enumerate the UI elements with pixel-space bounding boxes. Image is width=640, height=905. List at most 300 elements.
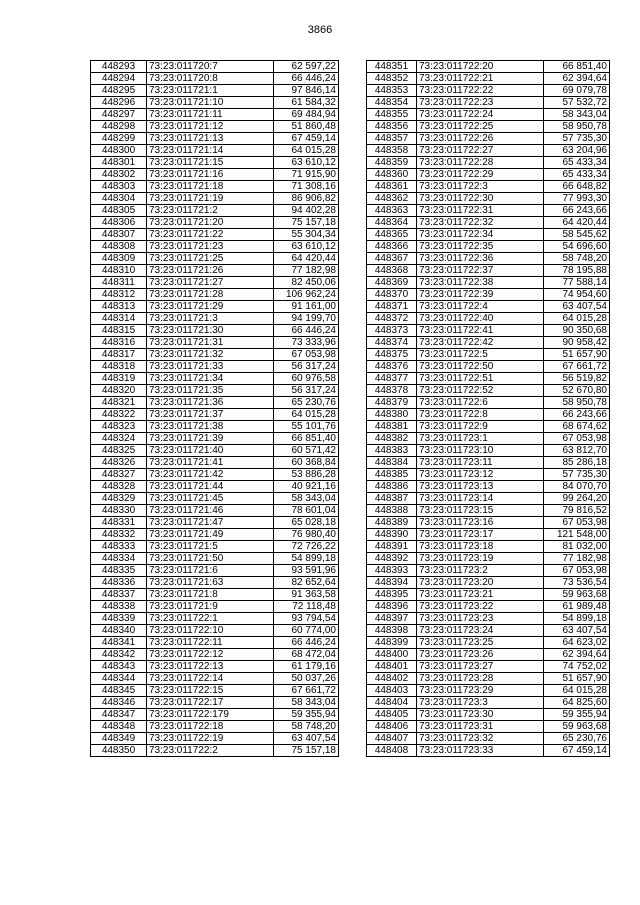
cadastral-value: 66 851,40 — [544, 61, 610, 73]
table-row — [91, 673, 339, 685]
table-row — [91, 337, 339, 349]
record-number: 448386 — [367, 481, 417, 493]
record-number: 448326 — [91, 457, 147, 469]
cadastral-number: 73:23:011722:24 — [417, 109, 544, 121]
record-number: 448373 — [367, 325, 417, 337]
record-number: 448407 — [367, 733, 417, 745]
cadastral-number: 73:23:011722:35 — [417, 241, 544, 253]
table-row — [367, 133, 610, 145]
table-row — [91, 565, 339, 577]
record-number: 448346 — [91, 697, 147, 709]
table-row — [91, 205, 339, 217]
cadastral-number: 73:23:011721:47 — [147, 517, 274, 529]
record-number: 448347 — [91, 709, 147, 721]
table-row — [91, 637, 339, 649]
cadastral-value: 67 661,72 — [274, 685, 339, 697]
record-number: 448329 — [91, 493, 147, 505]
record-number: 448352 — [367, 73, 417, 85]
table-row — [91, 265, 339, 277]
cadastral-number: 73:23:011721:10 — [147, 97, 274, 109]
page-number: 3866 — [307, 24, 333, 36]
cadastral-number: 73:23:011723:20 — [417, 577, 544, 589]
table-row — [367, 349, 610, 361]
table-row — [91, 589, 339, 601]
cadastral-number: 73:23:011721:2 — [147, 205, 274, 217]
cadastral-number: 73:23:011723:18 — [417, 541, 544, 553]
cadastral-number: 73:23:011723:33 — [417, 745, 544, 757]
cadastral-number: 73:23:011723:24 — [417, 625, 544, 637]
record-number: 448358 — [367, 145, 417, 157]
cadastral-value: 86 906,82 — [274, 193, 339, 205]
cadastral-value: 67 459,14 — [274, 133, 339, 145]
record-number: 448350 — [91, 745, 147, 757]
cadastral-number: 73:23:011722:39 — [417, 289, 544, 301]
cadastral-number: 73:23:011722:13 — [147, 661, 274, 673]
cadastral-value: 58 343,04 — [544, 109, 610, 121]
table-row — [91, 277, 339, 289]
record-number: 448394 — [367, 577, 417, 589]
cadastral-value: 57 532,72 — [544, 97, 610, 109]
table-row — [91, 553, 339, 565]
record-number: 448376 — [367, 361, 417, 373]
cadastral-value: 58 545,62 — [544, 229, 610, 241]
cadastral-value: 58 950,78 — [544, 397, 610, 409]
table-row — [91, 217, 339, 229]
record-number: 448316 — [91, 337, 147, 349]
record-number: 448330 — [91, 505, 147, 517]
cadastral-value: 59 355,94 — [274, 709, 339, 721]
cadastral-value: 60 774,00 — [274, 625, 339, 637]
record-number: 448334 — [91, 553, 147, 565]
record-number: 448371 — [367, 301, 417, 313]
record-number: 448400 — [367, 649, 417, 661]
cadastral-value: 53 886,28 — [274, 469, 339, 481]
cadastral-value: 61 584,32 — [274, 97, 339, 109]
cadastral-number: 73:23:011722:12 — [147, 649, 274, 661]
cadastral-number: 73:23:011723:26 — [417, 649, 544, 661]
cadastral-value: 97 846,14 — [274, 85, 339, 97]
table-row — [367, 481, 610, 493]
cadastral-number: 73:23:011722:5 — [417, 349, 544, 361]
record-number: 448302 — [91, 169, 147, 181]
cadastral-value: 77 182,98 — [274, 265, 339, 277]
table-row — [91, 85, 339, 97]
record-number: 448397 — [367, 613, 417, 625]
cadastral-value: 54 899,18 — [544, 613, 610, 625]
table-row — [367, 229, 610, 241]
cadastral-value: 66 851,40 — [274, 433, 339, 445]
cadastral-value: 58 748,20 — [544, 253, 610, 265]
cadastral-value: 60 368,84 — [274, 457, 339, 469]
table-row — [91, 433, 339, 445]
cadastral-number: 73:23:011721:45 — [147, 493, 274, 505]
cadastral-value: 66 243,66 — [544, 205, 610, 217]
table-row — [367, 265, 610, 277]
cadastral-value: 61 179,16 — [274, 661, 339, 673]
record-number: 448369 — [367, 277, 417, 289]
table-row — [91, 529, 339, 541]
cadastral-number: 73:23:011721:20 — [147, 217, 274, 229]
table-row — [91, 181, 339, 193]
cadastral-number: 73:23:011723:10 — [417, 445, 544, 457]
record-number: 448336 — [91, 577, 147, 589]
cadastral-value: 55 304,34 — [274, 229, 339, 241]
cadastral-value: 54 696,60 — [544, 241, 610, 253]
table-row — [91, 157, 339, 169]
record-number: 448364 — [367, 217, 417, 229]
record-number: 448339 — [91, 613, 147, 625]
cadastral-number: 73:23:011723:3 — [417, 697, 544, 709]
record-number: 448361 — [367, 181, 417, 193]
table-row — [91, 733, 339, 745]
record-number: 448384 — [367, 457, 417, 469]
table-row — [91, 241, 339, 253]
cadastral-number: 73:23:011721:32 — [147, 349, 274, 361]
cadastral-number: 73:23:011722:41 — [417, 325, 544, 337]
cadastral-number: 73:23:011723:30 — [417, 709, 544, 721]
cadastral-value: 56 317,24 — [274, 385, 339, 397]
record-number: 448377 — [367, 373, 417, 385]
table-row — [91, 721, 339, 733]
cadastral-number: 73:23:011723:28 — [417, 673, 544, 685]
table-row — [367, 685, 610, 697]
table-row — [91, 109, 339, 121]
record-number: 448383 — [367, 445, 417, 457]
cadastral-number: 73:23:011723:22 — [417, 601, 544, 613]
table-row — [367, 613, 610, 625]
cadastral-number: 73:23:011723:12 — [417, 469, 544, 481]
record-number: 448335 — [91, 565, 147, 577]
record-number: 448317 — [91, 349, 147, 361]
record-number: 448331 — [91, 517, 147, 529]
cadastral-value: 62 394,64 — [544, 73, 610, 85]
cadastral-value: 59 963,68 — [544, 589, 610, 601]
cadastral-number: 73:23:011722:21 — [417, 73, 544, 85]
cadastral-number: 73:23:011723:21 — [417, 589, 544, 601]
cadastral-number: 73:23:011723:23 — [417, 613, 544, 625]
cadastral-value: 72 726,22 — [274, 541, 339, 553]
table-row — [367, 121, 610, 133]
record-number: 448308 — [91, 241, 147, 253]
cadastral-value: 63 407,54 — [544, 301, 610, 313]
table-row — [91, 457, 339, 469]
table-row — [367, 157, 610, 169]
cadastral-value: 67 661,72 — [544, 361, 610, 373]
cadastral-value: 63 610,12 — [274, 157, 339, 169]
cadastral-number: 73:23:011723:25 — [417, 637, 544, 649]
record-number: 448328 — [91, 481, 147, 493]
cadastral-number: 73:23:011723:14 — [417, 493, 544, 505]
cadastral-number: 73:23:011721:14 — [147, 145, 274, 157]
cadastral-value: 62 394,64 — [544, 649, 610, 661]
cadastral-value: 64 420,44 — [544, 217, 610, 229]
cadastral-number: 73:23:011721:13 — [147, 133, 274, 145]
cadastral-value: 93 794,54 — [274, 613, 339, 625]
record-number: 448366 — [367, 241, 417, 253]
cadastral-value: 75 157,18 — [274, 745, 339, 757]
cadastral-value: 91 161,00 — [274, 301, 339, 313]
cadastral-value: 73 536,54 — [544, 577, 610, 589]
cadastral-value: 65 433,34 — [544, 169, 610, 181]
cadastral-number: 73:23:011721:44 — [147, 481, 274, 493]
cadastral-number: 73:23:011723:32 — [417, 733, 544, 745]
table-row — [91, 745, 339, 757]
cadastral-value: 66 648,82 — [544, 181, 610, 193]
table-row — [367, 97, 610, 109]
table-row — [91, 517, 339, 529]
table-row — [91, 421, 339, 433]
cadastral-number: 73:23:011722:28 — [417, 157, 544, 169]
cadastral-number: 73:23:011721:42 — [147, 469, 274, 481]
record-number: 448368 — [367, 265, 417, 277]
record-number: 448298 — [91, 121, 147, 133]
record-number: 448312 — [91, 289, 147, 301]
cadastral-number: 73:23:011723:13 — [417, 481, 544, 493]
record-number: 448304 — [91, 193, 147, 205]
table-row — [367, 73, 610, 85]
record-number: 448297 — [91, 109, 147, 121]
record-number: 448389 — [367, 517, 417, 529]
table-row — [367, 661, 610, 673]
table-row — [367, 469, 610, 481]
cadastral-value: 55 101,76 — [274, 421, 339, 433]
cadastral-number: 73:23:011721:40 — [147, 445, 274, 457]
cadastral-value: 64 015,28 — [274, 145, 339, 157]
cadastral-number: 73:23:011721:50 — [147, 553, 274, 565]
cadastral-number: 73:23:011721:37 — [147, 409, 274, 421]
cadastral-number: 73:23:011722:11 — [147, 637, 274, 649]
cadastral-number: 73:23:011723:17 — [417, 529, 544, 541]
cadastral-value: 58 343,04 — [274, 493, 339, 505]
table-row — [367, 373, 610, 385]
cadastral-value: 64 015,28 — [544, 313, 610, 325]
cadastral-value: 67 053,98 — [544, 517, 610, 529]
cadastral-value: 72 118,48 — [274, 601, 339, 613]
cadastral-value: 65 433,34 — [544, 157, 610, 169]
table-row — [91, 349, 339, 361]
cadastral-value: 75 157,18 — [274, 217, 339, 229]
record-number: 448340 — [91, 625, 147, 637]
cadastral-number: 73:23:011721:27 — [147, 277, 274, 289]
cadastral-number: 73:23:011723:31 — [417, 721, 544, 733]
record-number: 448405 — [367, 709, 417, 721]
record-number: 448354 — [367, 97, 417, 109]
table-row — [367, 181, 610, 193]
record-number: 448349 — [91, 733, 147, 745]
record-number: 448342 — [91, 649, 147, 661]
cadastral-value: 69 484,94 — [274, 109, 339, 121]
cadastral-number: 73:23:011721:15 — [147, 157, 274, 169]
cadastral-value: 81 032,00 — [544, 541, 610, 553]
cadastral-value: 50 037,26 — [274, 673, 339, 685]
record-number: 448318 — [91, 361, 147, 373]
table-row — [367, 721, 610, 733]
record-number: 448380 — [367, 409, 417, 421]
record-number: 448294 — [91, 73, 147, 85]
record-number: 448403 — [367, 685, 417, 697]
record-number: 448307 — [91, 229, 147, 241]
table-row — [91, 325, 339, 337]
cadastral-number: 73:23:011723:15 — [417, 505, 544, 517]
record-number: 448357 — [367, 133, 417, 145]
cadastral-number: 73:23:011722:179 — [147, 709, 274, 721]
record-number: 448375 — [367, 349, 417, 361]
cadastral-value: 40 921,16 — [274, 481, 339, 493]
cadastral-value: 67 053,98 — [274, 349, 339, 361]
cadastral-number: 73:23:011721:3 — [147, 313, 274, 325]
cadastral-value: 77 993,30 — [544, 193, 610, 205]
cadastral-number: 73:23:011721:25 — [147, 253, 274, 265]
table-row — [91, 121, 339, 133]
table-row — [91, 469, 339, 481]
cadastral-number: 73:23:011721:38 — [147, 421, 274, 433]
table-row — [367, 61, 610, 73]
record-number: 448310 — [91, 265, 147, 277]
cadastral-number: 73:23:011722:30 — [417, 193, 544, 205]
cadastral-value: 65 230,76 — [274, 397, 339, 409]
table-row — [91, 385, 339, 397]
cadastral-number: 73:23:011722:15 — [147, 685, 274, 697]
table-row — [91, 697, 339, 709]
cadastral-number: 73:23:011722:6 — [417, 397, 544, 409]
record-number: 448402 — [367, 673, 417, 685]
cadastral-value: 65 028,18 — [274, 517, 339, 529]
cadastral-number: 73:23:011722:23 — [417, 97, 544, 109]
cadastral-number: 73:23:011721:11 — [147, 109, 274, 121]
table-row — [367, 253, 610, 265]
table-row — [91, 313, 339, 325]
cadastral-number: 73:23:011722:51 — [417, 373, 544, 385]
cadastral-value: 58 343,04 — [274, 697, 339, 709]
record-number: 448338 — [91, 601, 147, 613]
table-row — [367, 433, 610, 445]
record-number: 448319 — [91, 373, 147, 385]
cadastral-number: 73:23:011721:29 — [147, 301, 274, 313]
table-row — [367, 553, 610, 565]
table-row — [91, 145, 339, 157]
cadastral-value: 56 519,82 — [544, 373, 610, 385]
record-number: 448360 — [367, 169, 417, 181]
record-number: 448406 — [367, 721, 417, 733]
table-row — [367, 325, 610, 337]
record-number: 448341 — [91, 637, 147, 649]
cadastral-number: 73:23:011723:29 — [417, 685, 544, 697]
record-number: 448404 — [367, 697, 417, 709]
cadastral-number: 73:23:011722:52 — [417, 385, 544, 397]
table-row — [367, 409, 610, 421]
record-number: 448385 — [367, 469, 417, 481]
cadastral-number: 73:23:011721:35 — [147, 385, 274, 397]
cadastral-value: 121 548,00 — [544, 529, 610, 541]
cadastral-number: 73:23:011722:38 — [417, 277, 544, 289]
cadastral-number: 73:23:011722:29 — [417, 169, 544, 181]
cadastral-number: 73:23:011721:16 — [147, 169, 274, 181]
record-number: 448372 — [367, 313, 417, 325]
table-row — [367, 493, 610, 505]
cadastral-value: 63 407,54 — [274, 733, 339, 745]
cadastral-number: 73:23:011722:22 — [417, 85, 544, 97]
cadastral-value: 91 363,58 — [274, 589, 339, 601]
cadastral-number: 73:23:011720:8 — [147, 73, 274, 85]
cadastral-number: 73:23:011722:4 — [417, 301, 544, 313]
cadastral-value: 66 446,24 — [274, 325, 339, 337]
record-number: 448362 — [367, 193, 417, 205]
table-row — [367, 625, 610, 637]
record-number: 448390 — [367, 529, 417, 541]
cadastral-number: 73:23:011720:7 — [147, 61, 274, 73]
cadastral-value: 90 958,42 — [544, 337, 610, 349]
record-number: 448393 — [367, 565, 417, 577]
cadastral-number: 73:23:011721:8 — [147, 589, 274, 601]
cadastral-value: 76 980,40 — [274, 529, 339, 541]
record-number: 448399 — [367, 637, 417, 649]
cadastral-value: 68 674,62 — [544, 421, 610, 433]
table-row — [367, 217, 610, 229]
record-number: 448345 — [91, 685, 147, 697]
record-number: 448396 — [367, 601, 417, 613]
cadastral-number: 73:23:011721:39 — [147, 433, 274, 445]
cadastral-number: 73:23:011721:63 — [147, 577, 274, 589]
record-number: 448365 — [367, 229, 417, 241]
cadastral-number: 73:23:011721:41 — [147, 457, 274, 469]
table-row — [367, 745, 610, 757]
record-number: 448382 — [367, 433, 417, 445]
cadastral-value: 62 597,22 — [274, 61, 339, 73]
cadastral-number: 73:23:011722:27 — [417, 145, 544, 157]
table-row — [367, 205, 610, 217]
table-row — [91, 541, 339, 553]
table-row — [91, 253, 339, 265]
left-register-table — [90, 60, 339, 757]
cadastral-number: 73:23:011721:28 — [147, 289, 274, 301]
record-number: 448359 — [367, 157, 417, 169]
table-row — [367, 649, 610, 661]
cadastral-value: 58 748,20 — [274, 721, 339, 733]
table-row — [367, 733, 610, 745]
table-row — [367, 457, 610, 469]
cadastral-value: 67 053,98 — [544, 565, 610, 577]
record-number: 448300 — [91, 145, 147, 157]
record-number: 448348 — [91, 721, 147, 733]
cadastral-number: 73:23:011721:33 — [147, 361, 274, 373]
cadastral-number: 73:23:011721:34 — [147, 373, 274, 385]
table-row — [367, 289, 610, 301]
cadastral-value: 60 976,58 — [274, 373, 339, 385]
record-number: 448303 — [91, 181, 147, 193]
cadastral-value: 52 670,80 — [544, 385, 610, 397]
cadastral-value: 71 915,90 — [274, 169, 339, 181]
cadastral-value: 64 420,44 — [274, 253, 339, 265]
table-row — [91, 193, 339, 205]
table-row — [367, 301, 610, 313]
record-number: 448395 — [367, 589, 417, 601]
cadastral-value: 67 459,14 — [544, 745, 610, 757]
record-number: 448305 — [91, 205, 147, 217]
cadastral-value: 90 350,68 — [544, 325, 610, 337]
cadastral-value: 79 816,52 — [544, 505, 610, 517]
cadastral-value: 68 472,04 — [274, 649, 339, 661]
table-row — [367, 673, 610, 685]
record-number: 448381 — [367, 421, 417, 433]
cadastral-number: 73:23:011721:12 — [147, 121, 274, 133]
record-number: 448378 — [367, 385, 417, 397]
record-number: 448293 — [91, 61, 147, 73]
cadastral-value: 63 610,12 — [274, 241, 339, 253]
cadastral-number: 73:23:011722:9 — [417, 421, 544, 433]
cadastral-value: 69 079,78 — [544, 85, 610, 97]
cadastral-value: 61 989,48 — [544, 601, 610, 613]
record-number: 448356 — [367, 121, 417, 133]
